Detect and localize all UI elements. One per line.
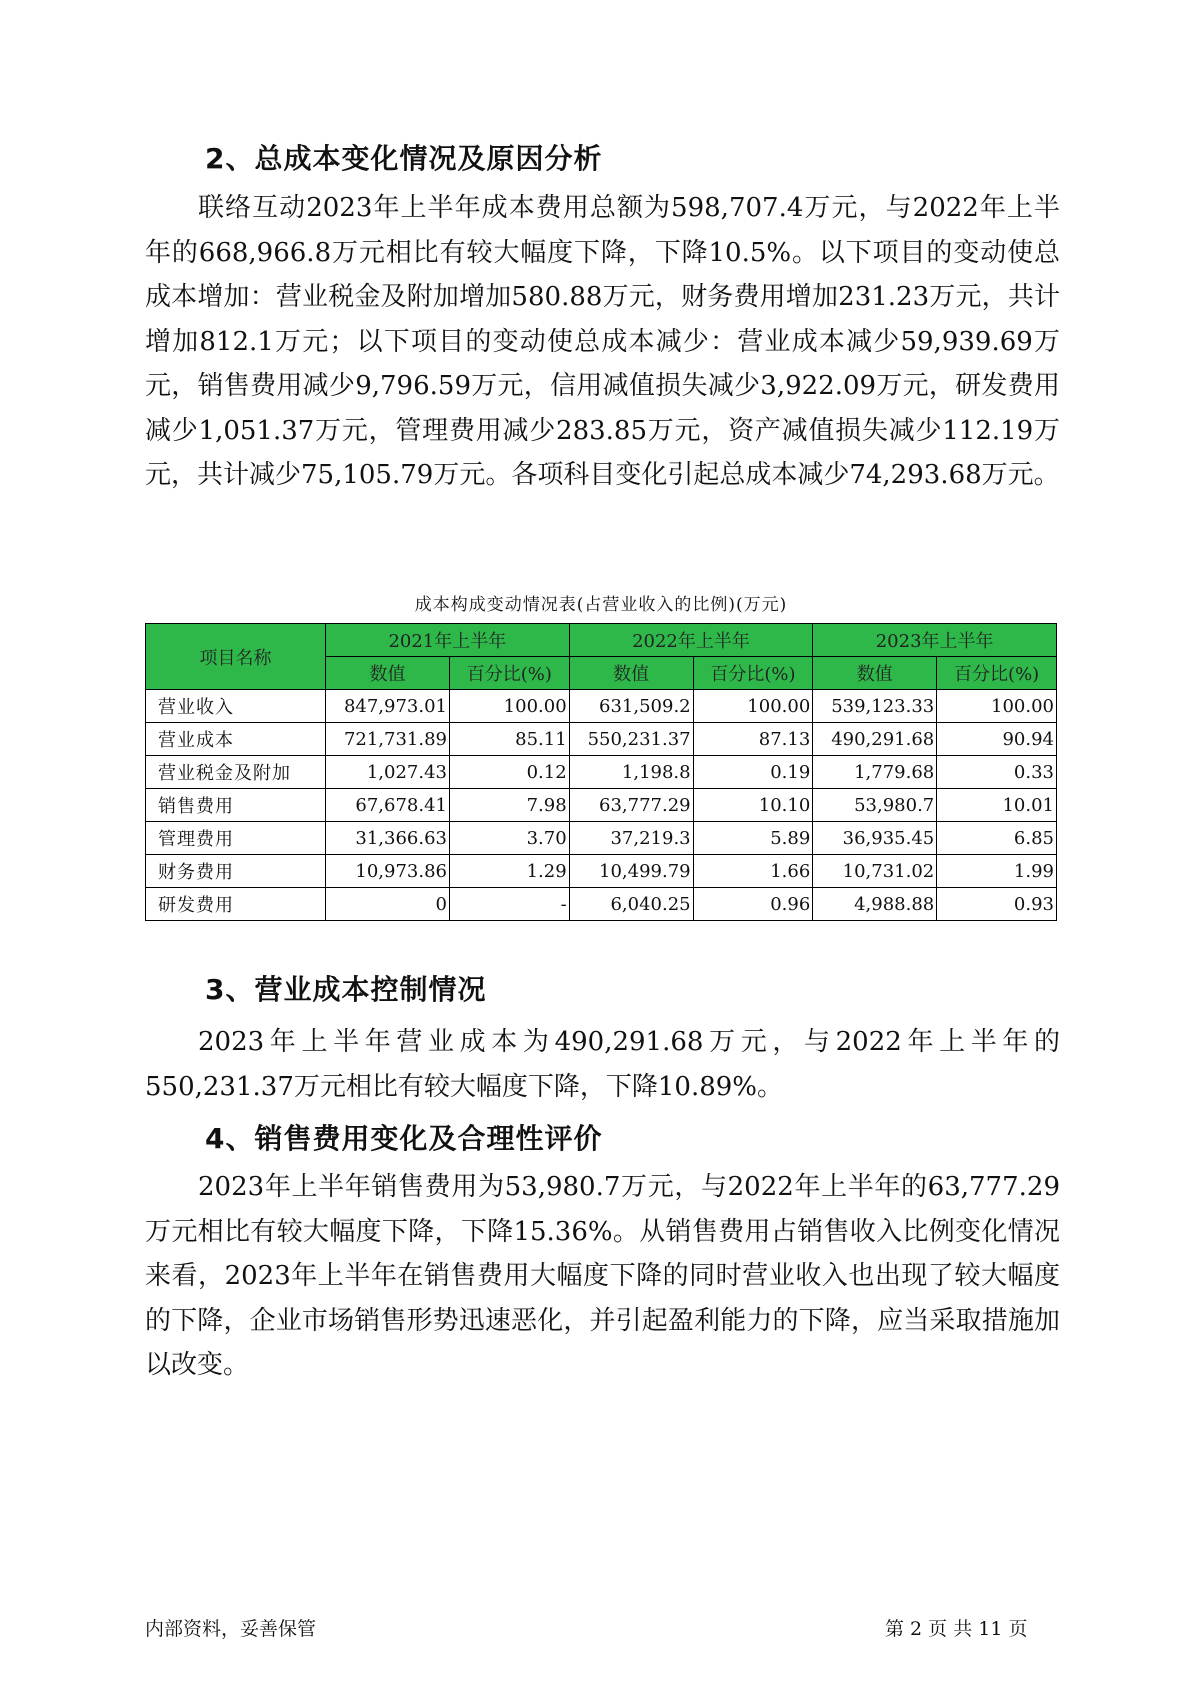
cell-value-2021: 10,973.86 — [326, 855, 450, 888]
table-row — [146, 756, 1057, 789]
cell-pct-2021: 0.12 — [450, 756, 570, 789]
cell-value-2021: 67,678.41 — [326, 789, 450, 822]
row-label: 营业成本 — [146, 723, 326, 756]
footer-page-number: 第 2 页 共 11 页 — [885, 1618, 1028, 1640]
row-label: 销售费用 — [146, 789, 326, 822]
cell-pct-2022: 5.89 — [693, 822, 813, 855]
cell-pct-2023: 10.01 — [937, 789, 1057, 822]
table-row — [146, 723, 1057, 756]
header-value: 数值 — [813, 657, 937, 690]
cell-value-2023: 490,291.68 — [813, 723, 937, 756]
row-label: 营业收入 — [146, 690, 326, 723]
section-2-paragraph: 联络互动2023年上半年成本费用总额为598,707.4万元，与2022年上半年的668,966.8万元相比有较大幅度下降，下降10.5%。以下项目的变动使总成本增加：营业税金及附加增加580.88万元，财务费用增加231.23万元，共计增加812.1万元；以下项目的变动使总成本减少：营业成本减少59,939.69万元，销售费用减少9,796.59万元，信用减值损失减少3,922.09万元，研发费用减少1,051.37万元，管理费用减少283.85万元，资产减值损失减少112.19万元，共计减少75,105.79万元。各项科目变化引起总成本减少74,293.68万元。 — [145, 193, 1060, 490]
cell-pct-2023: 0.33 — [937, 756, 1057, 789]
cell-value-2021: 847,973.01 — [326, 690, 450, 723]
cell-pct-2021: 7.98 — [450, 789, 570, 822]
cell-value-2022: 1,198.8 — [569, 756, 693, 789]
row-label: 财务费用 — [146, 855, 326, 888]
cell-pct-2023: 90.94 — [937, 723, 1057, 756]
cell-pct-2022: 1.66 — [693, 855, 813, 888]
section-2-heading: 2、总成本变化情况及原因分析 — [205, 142, 603, 175]
section-4-heading: 4、销售费用变化及合理性评价 — [205, 1122, 603, 1155]
row-label: 管理费用 — [146, 822, 326, 855]
row-label: 营业税金及附加 — [146, 756, 326, 789]
cell-pct-2022: 0.96 — [693, 888, 813, 921]
cell-value-2021: 0 — [326, 888, 450, 921]
table-row — [146, 855, 1057, 888]
header-value: 数值 — [326, 657, 450, 690]
cell-pct-2021: 100.00 — [450, 690, 570, 723]
row-label: 研发费用 — [146, 888, 326, 921]
cell-value-2022: 631,509.2 — [569, 690, 693, 723]
cell-pct-2023: 0.93 — [937, 888, 1057, 921]
table-row — [146, 822, 1057, 855]
header-year-2022: 2022年上半年 — [569, 624, 813, 657]
cell-value-2022: 63,777.29 — [569, 789, 693, 822]
table-caption: 成本构成变动情况表(占营业收入的比例)(万元) — [414, 595, 788, 615]
table-row — [146, 789, 1057, 822]
cell-value-2023: 4,988.88 — [813, 888, 937, 921]
section-3-heading: 3、营业成本控制情况 — [205, 973, 487, 1006]
cell-value-2022: 10,499.79 — [569, 855, 693, 888]
cell-pct-2023: 1.99 — [937, 855, 1057, 888]
cell-value-2023: 53,980.7 — [813, 789, 937, 822]
cell-pct-2021: - — [450, 888, 570, 921]
header-percent: 百分比(%) — [937, 657, 1057, 690]
header-percent: 百分比(%) — [450, 657, 570, 690]
cost-structure-table — [145, 623, 1057, 921]
cell-pct-2022: 87.13 — [693, 723, 813, 756]
footer-confidential-note: 内部资料，妥善保管 — [145, 1618, 317, 1640]
cell-value-2023: 1,779.68 — [813, 756, 937, 789]
cell-value-2022: 37,219.3 — [569, 822, 693, 855]
cell-value-2021: 1,027.43 — [326, 756, 450, 789]
cell-pct-2022: 0.19 — [693, 756, 813, 789]
cell-value-2023: 10,731.02 — [813, 855, 937, 888]
header-year-2023: 2023年上半年 — [813, 624, 1057, 657]
cell-value-2021: 721,731.89 — [326, 723, 450, 756]
section-3-paragraph: 2023年上半年营业成本为490,291.68万元，与2022年上半年的550,231.37万元相比有较大幅度下降，下降10.89%。 — [145, 1027, 1060, 1102]
cell-value-2022: 6,040.25 — [569, 888, 693, 921]
cell-value-2021: 31,366.63 — [326, 822, 450, 855]
table-row — [146, 888, 1057, 921]
cell-pct-2021: 1.29 — [450, 855, 570, 888]
section-4-paragraph: 2023年上半年销售费用为53,980.7万元，与2022年上半年的63,777.29万元相比有较大幅度下降，下降15.36%。从销售费用占销售收入比例变化情况来看，2023年上半年在销售费用大幅度下降的同时营业收入也出现了较大幅度的下降，企业市场销售形势迅速恶化，并引起盈利能力的下降，应当采取措施加以改变。 — [145, 1172, 1060, 1380]
cell-pct-2022: 10.10 — [693, 789, 813, 822]
cell-pct-2022: 100.00 — [693, 690, 813, 723]
cell-pct-2023: 6.85 — [937, 822, 1057, 855]
cell-pct-2023: 100.00 — [937, 690, 1057, 723]
cell-value-2022: 550,231.37 — [569, 723, 693, 756]
cell-value-2023: 36,935.45 — [813, 822, 937, 855]
cell-pct-2021: 3.70 — [450, 822, 570, 855]
cell-pct-2021: 85.11 — [450, 723, 570, 756]
table-row — [146, 690, 1057, 723]
header-percent: 百分比(%) — [693, 657, 813, 690]
header-item-name: 项目名称 — [146, 624, 326, 690]
header-value: 数值 — [569, 657, 693, 690]
header-year-2021: 2021年上半年 — [326, 624, 570, 657]
cell-value-2023: 539,123.33 — [813, 690, 937, 723]
